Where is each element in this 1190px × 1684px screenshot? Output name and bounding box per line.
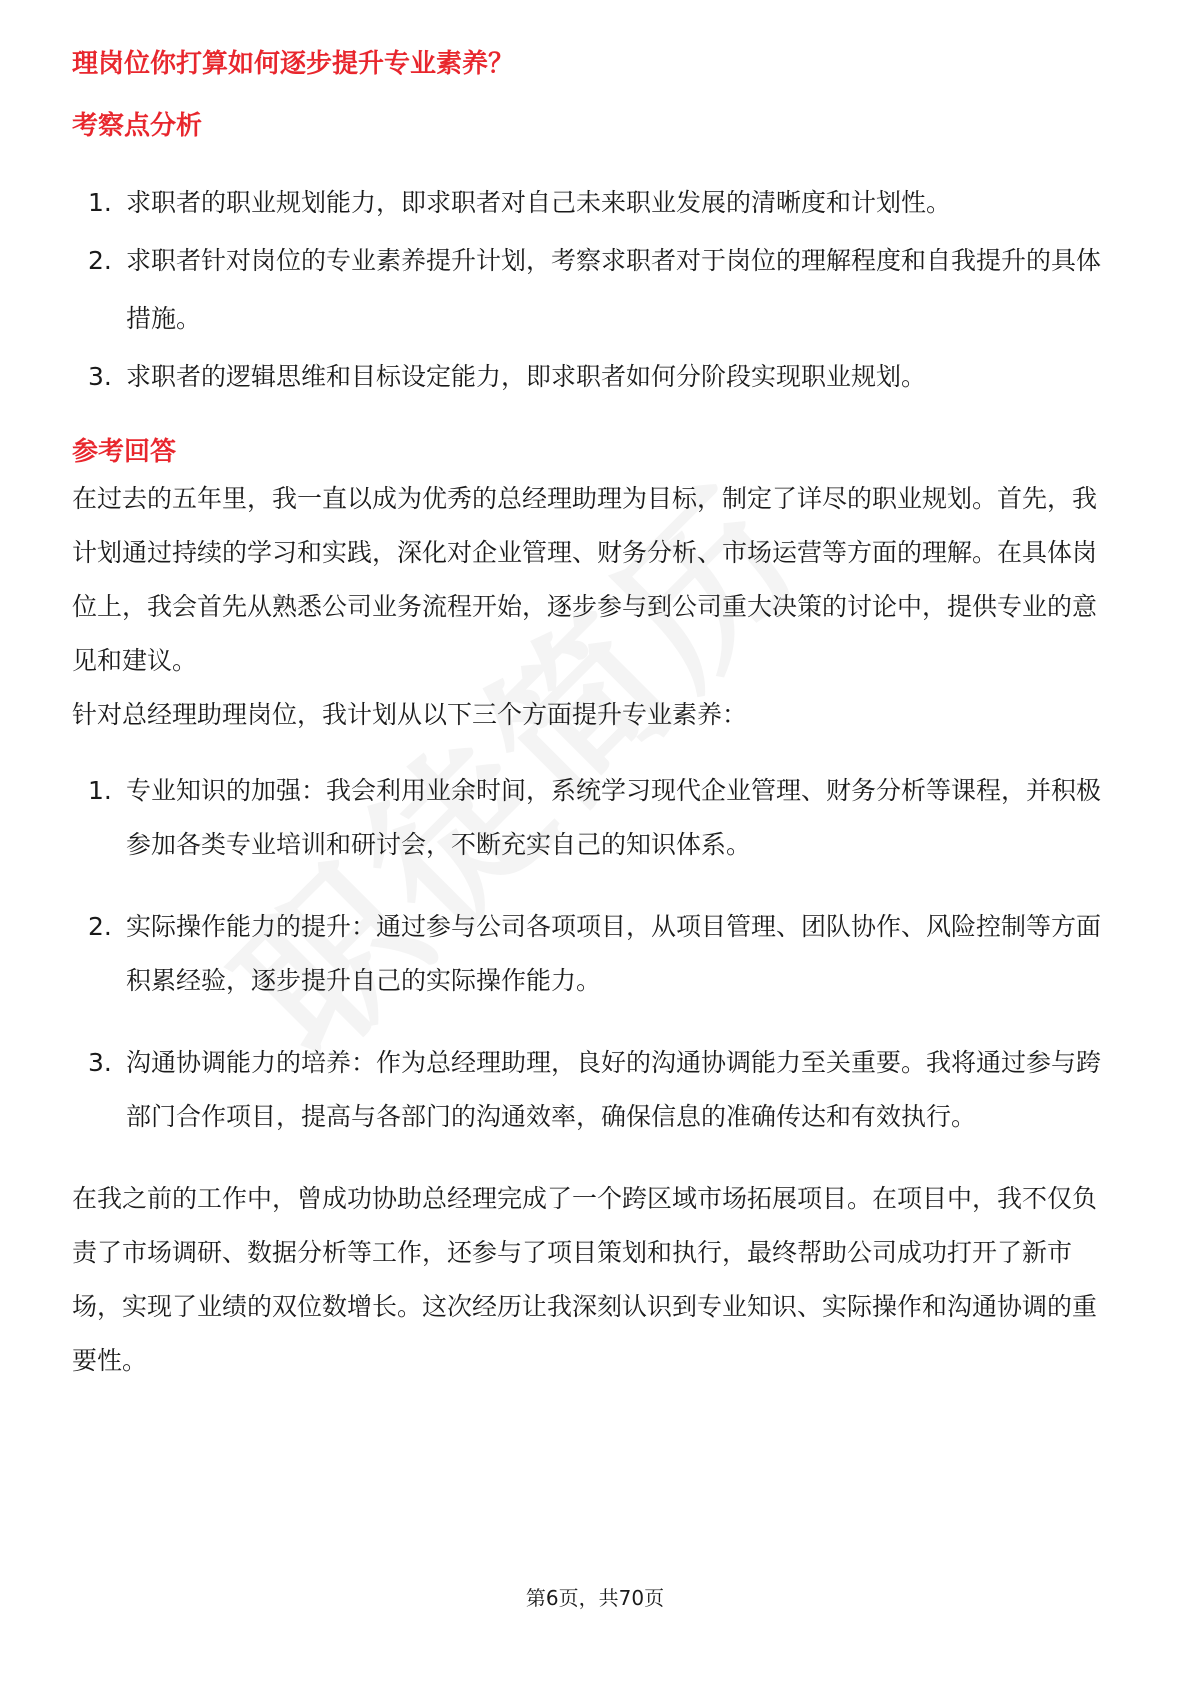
list-number: 3. (88, 1048, 112, 1077)
list-number: 1. (88, 776, 112, 805)
analysis-item (72, 232, 1112, 348)
list-number: 1. (88, 188, 112, 217)
document-page (72, 44, 1112, 1388)
plan-item (72, 1036, 1112, 1144)
analysis-list (72, 174, 1112, 406)
analysis-item-text: 求职者的逻辑思维和目标设定能力，即求职者如何分阶段实现职业规划。 (126, 362, 927, 391)
answer-paragraph: 在我之前的工作中，曾成功协助总经理完成了一个跨区域市场拓展项目。在项目中，我不仅负责了市场调研、数据分析等工作，还参与了项目策划和执行，最终帮助公司成功打开了新市场，实现了业绩的双位数增长。这次经历让我深刻认识到专业知识、实际操作和沟通协调的重要性。 (72, 1184, 1098, 1375)
list-number: 2. (88, 912, 112, 941)
plan-item-text: 专业知识的加强：我会利用业余时间，系统学习现代企业管理、财务分析等课程，并积极参加各类专业培训和研讨会，不断充实自己的知识体系。 (126, 776, 1102, 859)
answer-heading: 参考回答 (72, 437, 177, 467)
answer-paragraph: 针对总经理助理岗位，我计划从以下三个方面提升专业素养： (72, 700, 748, 729)
analysis-item-text: 求职者针对岗位的专业素养提升计划，考察求职者对于岗位的理解程度和自我提升的具体措施。 (126, 246, 1102, 333)
analysis-item (72, 348, 1112, 406)
plan-item (72, 764, 1112, 872)
plan-list (72, 764, 1112, 1144)
answer-paragraph: 在过去的五年里，我一直以成为优秀的总经理助理为目标，制定了详尽的职业规划。首先，我计划通过持续的学习和实践，深化对企业管理、财务分析、市场运营等方面的理解。在具体岗位上，我会首先从熟悉公司业务流程开始，逐步参与到公司重大决策的讨论中，提供专业的意见和建议。 (72, 484, 1098, 675)
analysis-item (72, 174, 1112, 232)
list-number: 2. (88, 246, 112, 275)
plan-item-text: 实际操作能力的提升：通过参与公司各项项目，从项目管理、团队协作、风险控制等方面积累经验，逐步提升自己的实际操作能力。 (126, 912, 1102, 995)
page-number: 第6页，共70页 (525, 1586, 665, 1610)
plan-item-text: 沟通协调能力的培养：作为总经理助理，良好的沟通协调能力至关重要。我将通过参与跨部门合作项目，提高与各部门的沟通效率，确保信息的准确传达和有效执行。 (126, 1048, 1102, 1131)
analysis-item-text: 求职者的职业规划能力，即求职者对自己未来职业发展的清晰度和计划性。 (126, 188, 952, 217)
plan-item (72, 900, 1112, 1008)
question-title: 理岗位你打算如何逐步提升专业素养？ (72, 49, 515, 79)
analysis-heading: 考察点分析 (72, 111, 203, 141)
list-number: 3. (88, 362, 112, 391)
